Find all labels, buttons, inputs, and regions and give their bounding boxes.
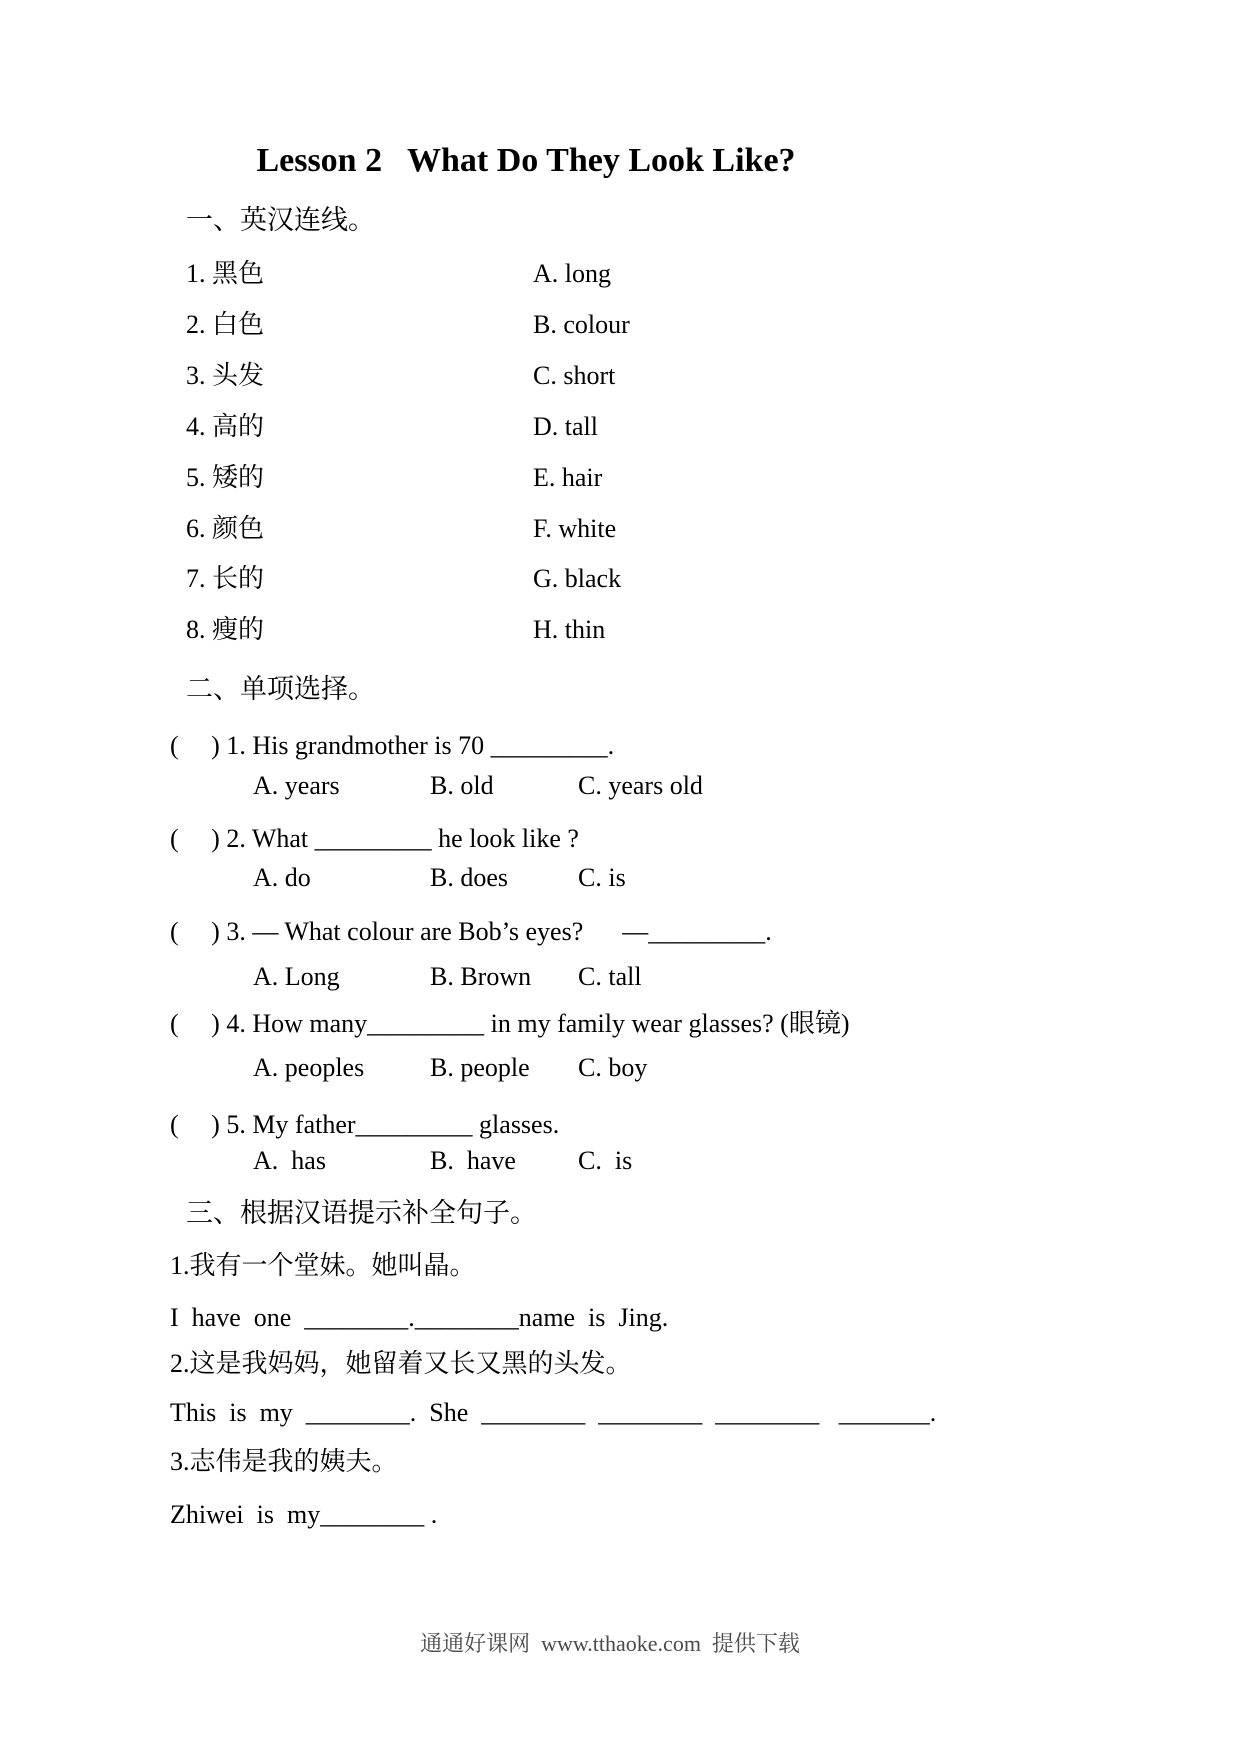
en-answer-line: Zhiwei is my________ . [170, 1500, 438, 1529]
cn-prompt: 2.这是我妈妈，她留着又长又黑的头发。 [170, 1349, 632, 1378]
options-row [170, 1051, 1130, 1087]
match-option-en: A. long [533, 259, 611, 288]
en-answer-line: This is my ________. She ________ ________ ________ _______. [170, 1398, 937, 1427]
section-2-heading: 二、单项选择。 [186, 674, 375, 704]
cn-prompt: 1.我有一个堂妹。她叫晶。 [170, 1251, 476, 1280]
match-row [170, 613, 1130, 649]
option-b: B. old [430, 771, 494, 800]
page-title: Lesson 2 What Do They Look Like? [256, 142, 796, 179]
match-row [170, 461, 1130, 497]
options-row [170, 960, 1130, 996]
match-option-en: G. black [533, 564, 622, 593]
match-item-zh: 4. 高的 [186, 412, 265, 441]
option-a: A. years [253, 771, 340, 800]
match-item-zh: 1. 黑色 [186, 259, 265, 288]
section-1-heading: 一、英汉连线。 [186, 205, 375, 235]
en-answer-line: I have one ________.________name is Jing. [170, 1303, 669, 1332]
question-stem: ( ) 3. — What colour are Bob’s eyes? —_________. [170, 917, 772, 946]
options-row [170, 769, 1130, 805]
match-row [170, 257, 1130, 293]
question-stem: ( ) 5. My father_________ glasses. [170, 1110, 560, 1139]
match-item-zh: 3. 头发 [186, 361, 265, 390]
match-row [170, 512, 1130, 548]
option-c: C. tall [578, 962, 642, 991]
cn-prompt: 3.志伟是我的姨夫。 [170, 1447, 398, 1476]
option-b: B. Brown [430, 962, 532, 991]
option-c: C. is [578, 1146, 633, 1175]
match-option-en: F. white [533, 514, 617, 543]
match-option-en: H. thin [533, 615, 606, 644]
match-option-en: D. tall [533, 412, 598, 441]
match-option-en: E. hair [533, 463, 603, 492]
options-row [170, 861, 1130, 897]
match-item-zh: 8. 瘦的 [186, 615, 265, 644]
match-item-zh: 7. 长的 [186, 564, 265, 593]
section-3-heading: 三、根据汉语提示补全句子。 [186, 1198, 537, 1228]
option-b: B. have [430, 1146, 516, 1175]
match-option-en: B. colour [533, 310, 630, 339]
option-a: A. has [253, 1146, 326, 1175]
option-a: A. do [253, 863, 311, 892]
options-row [170, 1144, 1130, 1180]
option-b: B. people [430, 1053, 530, 1082]
question-stem: ( ) 2. What _________ he look like ? [170, 824, 579, 853]
match-row [170, 308, 1130, 344]
option-a: A. Long [253, 962, 340, 991]
option-c: C. is [578, 863, 626, 892]
option-b: B. does [430, 863, 508, 892]
match-row [170, 410, 1130, 446]
match-option-en: C. short [533, 361, 616, 390]
option-a: A. peoples [253, 1053, 365, 1082]
match-item-zh: 6. 颜色 [186, 514, 265, 543]
match-item-zh: 2. 白色 [186, 310, 265, 339]
question-stem: ( ) 1. His grandmother is 70 _________. [170, 731, 615, 760]
match-row [170, 359, 1130, 395]
match-row [170, 562, 1130, 598]
question-stem: ( ) 4. How many_________ in my family wear glasses? (眼镜) [170, 1009, 850, 1038]
match-item-zh: 5. 矮的 [186, 463, 265, 492]
option-c: C. years old [578, 771, 703, 800]
footer-note: 通通好课网 www.tthaoke.com 提供下载 [420, 1631, 800, 1656]
option-c: C. boy [578, 1053, 648, 1082]
